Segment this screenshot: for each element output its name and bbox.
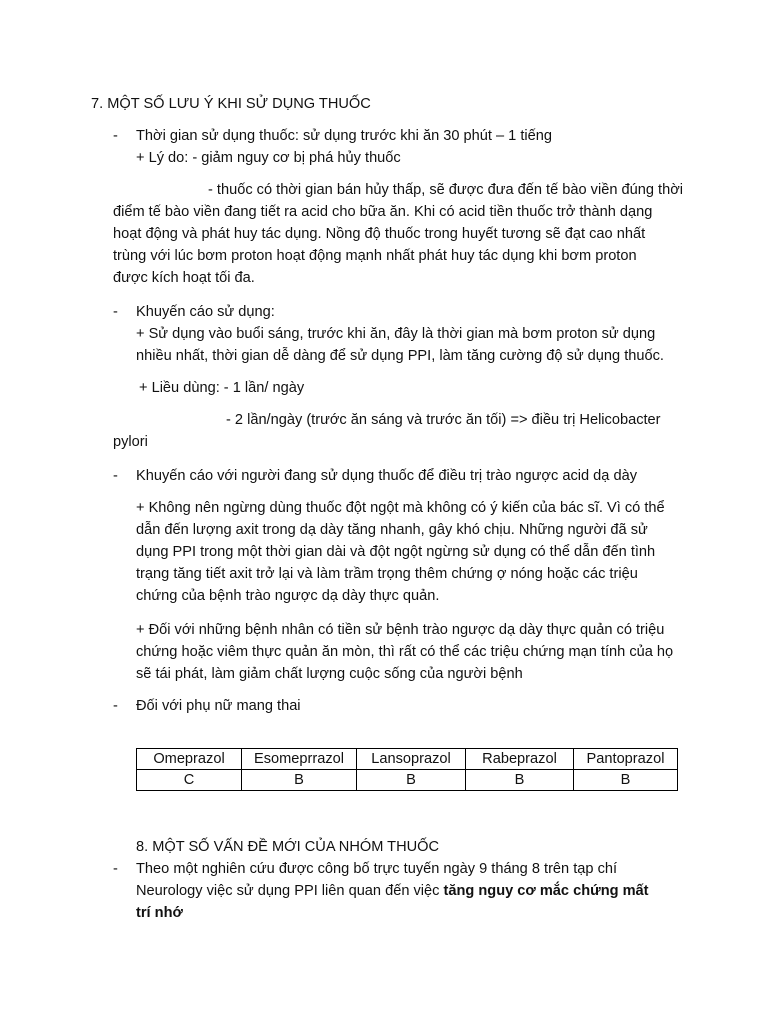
table-cell: B (574, 770, 678, 791)
timing-detail-rest: điểm tế bào viền đang tiết ra acid cho bữa ăn. Khi có acid tiền thuốc trở thành dạng hoạt động và phát huy tác dụng. Nồng độ thuốc trong huyết tương sẽ đạt cao nhất trùng với lúc bơm proton hoạt động mạnh nhất phát huy tác dụng khi bơm proton được kích hoạt tối đa. (113, 204, 653, 286)
table-header-cell: Pantoprazol (574, 749, 678, 770)
dose-twice-cont: pylori (113, 434, 148, 450)
section-8-text: Theo một nghiên cứu được công bố trực tuyến ngày 9 tháng 8 trên tạp chí Neurology việc sử dụng PPI liên quan đến việc (136, 861, 618, 899)
bullet-dash: - (113, 698, 118, 714)
table-header-cell: Esomeprrazol (242, 749, 357, 770)
bullet-dash: - (113, 468, 118, 484)
table-row (137, 770, 678, 791)
table-header-cell: Omeprazol (137, 749, 242, 770)
pregnancy-line: Đối với phụ nữ mang thai (136, 698, 301, 714)
reflux-paragraph-2: + Đối với những bệnh nhân có tiền sử bệnh trào ngược dạ dày thực quản có triệu chứng hoặc viêm thực quản ăn mòn, thì rất có thể các triệu chứng mạn tính của họ sẽ tái phát, làm giảm chất lượng cuộc sống của người bệnh (136, 622, 674, 682)
bullet-dash: - (113, 861, 118, 877)
bullet-dash: - (113, 304, 118, 320)
table-cell: B (466, 770, 574, 791)
section-7-heading: 7. MỘT SỐ LƯU Ý KHI SỬ DỤNG THUỐC (91, 96, 371, 112)
table-header-cell: Rabeprazol (466, 749, 574, 770)
timing-detail-first: - thuốc có thời gian bán hủy thấp, sẽ được đưa đến tế bào viền đúng thời (208, 182, 684, 198)
bullet-dash: - (113, 128, 118, 144)
section-8-bold-text: tăng nguy cơ mắc chứng mất trí nhớ (136, 883, 649, 921)
dose-twice: - 2 lần/ngày (trước ăn sáng và trước ăn tối) => điều trị Helicobacter (226, 412, 661, 428)
table-header-row (137, 749, 678, 770)
table-cell: C (137, 770, 242, 791)
dose-label: + Liều dùng: - 1 lần/ ngày (139, 380, 305, 396)
section-8-heading: 8. MỘT SỐ VẤN ĐỀ MỚI CỦA NHÓM THUỐC (136, 839, 440, 855)
timing-reason: + Lý do: - giảm nguy cơ bị phá hủy thuốc (136, 150, 401, 166)
table-cell: B (242, 770, 357, 791)
table-header-cell: Lansoprazol (357, 749, 466, 770)
recommendation-morning: + Sử dụng vào buổi sáng, trước khi ăn, đây là thời gian mà bơm proton sử dụng nhiều nhất, thời gian dễ dàng để sử dụng PPI, làm tăng cường độ sử dụng thuốc. (136, 326, 664, 364)
section-8-paragraph (136, 858, 666, 924)
pregnancy-category-table (136, 748, 678, 791)
table-cell: B (357, 770, 466, 791)
reflux-line: Khuyến cáo với người đang sử dụng thuốc để điều trị trào ngược acid dạ dày (136, 468, 637, 484)
timing-line: Thời gian sử dụng thuốc: sử dụng trước khi ăn 30 phút – 1 tiếng (136, 128, 552, 144)
recommendation-line: Khuyến cáo sử dụng: (136, 304, 275, 320)
reflux-paragraph-1: + Không nên ngừng dùng thuốc đột ngột mà không có ý kiến của bác sĩ. Vì có thể dẫn đến lượng axit trong dạ dày tăng nhanh, gây khó chịu. Những người đã sử dụng PPI trong một thời gian dài và đột ngột ngừng sử dụng có thể dẫn đến tình trạng tăng tiết axit trở lại và làm trầm trọng thêm chứng ợ nóng hoặc các triệu chứng của bệnh trào ngược dạ dày thực quản. (136, 500, 665, 604)
